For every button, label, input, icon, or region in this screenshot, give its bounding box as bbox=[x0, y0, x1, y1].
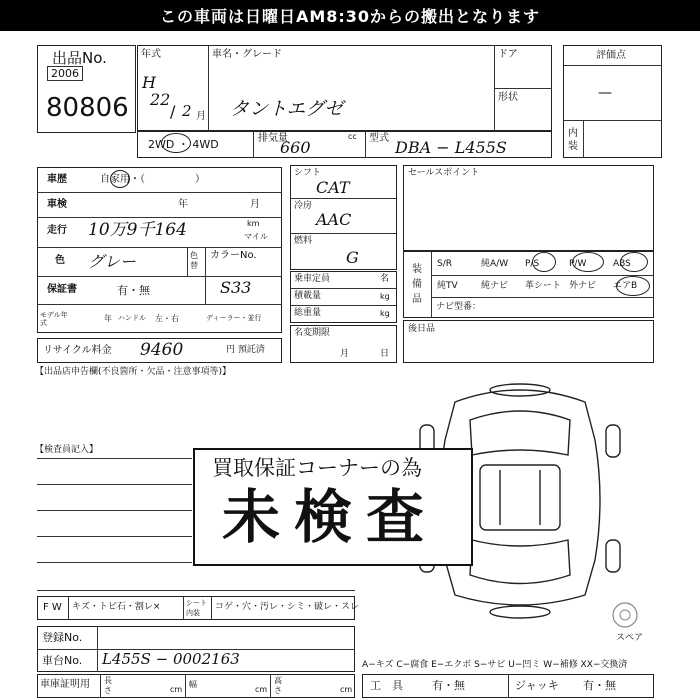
garage-height: 高さ bbox=[274, 676, 282, 695]
name-change-day: 日 bbox=[380, 349, 390, 359]
equipment-item: P/S bbox=[525, 259, 540, 269]
month-unit: 月 bbox=[196, 111, 206, 122]
color-value: グレー bbox=[88, 252, 137, 271]
warranty-value: 有・無 bbox=[117, 284, 150, 297]
color-change-label: 色替 bbox=[190, 251, 198, 270]
load-unit: kg bbox=[380, 292, 390, 301]
history-label: 車歴 bbox=[47, 174, 67, 185]
after-install-label: 後日品 bbox=[408, 324, 436, 334]
name-label: 車名・グレード bbox=[212, 49, 282, 60]
fw-items: キズ・トビ石・割レ× bbox=[72, 602, 161, 612]
capacity-unit: 名 bbox=[380, 274, 390, 284]
displacement-value: 660 bbox=[280, 138, 311, 157]
seat-label: シート内装 bbox=[186, 599, 207, 617]
year-label: 年式 bbox=[141, 49, 161, 60]
recycle-unit: 円 預託済 bbox=[226, 345, 265, 355]
handle-label: ハンドル bbox=[118, 314, 146, 322]
displacement-label: 排気量 bbox=[258, 133, 288, 144]
registration-label: 登録No. bbox=[42, 631, 83, 644]
history-value: 自家用・（ ） bbox=[100, 174, 205, 185]
model-year-label: モデル年式 bbox=[40, 311, 68, 327]
shift-label: シフト bbox=[294, 168, 322, 178]
rating-value: — bbox=[598, 85, 612, 101]
fuel-value: G bbox=[346, 248, 359, 267]
drive-type: 2WD ・ 4WD bbox=[148, 138, 219, 151]
banner: この車両は日曜日AM8:30からの搬出となります bbox=[0, 0, 700, 31]
jack-label: ジャッキ bbox=[515, 679, 559, 692]
fw-label: F W bbox=[43, 602, 62, 613]
km-unit: km bbox=[247, 219, 260, 228]
equipment-label: 装備品 bbox=[412, 264, 422, 305]
ac-value: AAC bbox=[316, 210, 352, 229]
interior-label: 内装 bbox=[568, 128, 578, 152]
cc-unit: cc bbox=[348, 132, 357, 141]
chassis-label: 車台No. bbox=[42, 654, 83, 667]
inspection-month: 月 bbox=[250, 199, 260, 210]
recycle-value: 9460 bbox=[140, 340, 184, 360]
tools-value: 有・無 bbox=[432, 679, 465, 692]
jack-value: 有・無 bbox=[583, 679, 616, 692]
lot-year-box: 2006 bbox=[47, 66, 83, 81]
inspector-label: 【検査員記入】 bbox=[35, 445, 99, 455]
color-label: 色 bbox=[55, 255, 65, 266]
model-value: DBA − L455S bbox=[395, 138, 507, 157]
garage-cm-1: cm bbox=[170, 685, 183, 694]
dealer-label: ディーラー・並行 bbox=[206, 314, 262, 322]
after-install-box bbox=[403, 320, 654, 363]
color-no-value: S33 bbox=[220, 278, 252, 297]
garage-length: 長さ bbox=[104, 676, 112, 695]
weight-unit: kg bbox=[380, 309, 390, 318]
stamp-line2: 未検査 bbox=[222, 483, 439, 551]
model-year-unit: 年 bbox=[104, 314, 112, 323]
weight-label: 総重量 bbox=[294, 308, 322, 318]
load-label: 積載量 bbox=[294, 291, 322, 301]
recycle-label: リサイクル料金 bbox=[43, 345, 112, 356]
ps-circle bbox=[532, 252, 556, 272]
warranty-label: 保証書 bbox=[47, 284, 77, 295]
year-era: H bbox=[142, 73, 156, 92]
equipment-item: 外ナビ bbox=[569, 281, 597, 291]
shift-value: CAT bbox=[316, 178, 350, 197]
garage-cm-3: cm bbox=[340, 685, 353, 694]
name-change-month: 月 bbox=[340, 349, 350, 359]
year-num: 22 bbox=[150, 90, 171, 109]
mile-unit: マイル bbox=[244, 232, 268, 241]
mileage-label: 走行 bbox=[47, 225, 67, 236]
stamp-line1: 買取保証コーナーの為 bbox=[212, 456, 422, 480]
name-change-label: 名変期限 bbox=[294, 328, 331, 338]
equipment-item: ABS bbox=[613, 259, 631, 269]
inspection-label: 車検 bbox=[47, 199, 67, 210]
damage-legend: A−キズ C−腐食 E−エクボ S−サビ U−凹ミ W−補修 XX−交換済 bbox=[362, 660, 628, 670]
private-use-circle bbox=[110, 170, 130, 188]
equipment-item: P/W bbox=[569, 259, 587, 269]
lot-label: 出品No. bbox=[52, 49, 107, 67]
capacity-label: 乗車定員 bbox=[294, 274, 331, 284]
nav-model-label: ナビ型番： bbox=[436, 302, 482, 312]
sales-label: セールスポイント bbox=[408, 168, 480, 178]
model-label: 型式 bbox=[369, 133, 389, 144]
airbag-circle bbox=[616, 276, 650, 296]
seat-items: コゲ・穴・汚レ・シミ・破レ・スレ bbox=[215, 602, 360, 612]
chassis-value: L455S − 0002163 bbox=[102, 650, 240, 668]
month-num: 2 bbox=[182, 102, 192, 120]
abs-circle bbox=[620, 252, 648, 272]
mileage-value: 10万9千164 bbox=[88, 220, 187, 240]
name-value: タントエグゼ bbox=[230, 98, 344, 120]
notes-label: 【出品店申告欄(不良箇所・欠品・注意事項等)】 bbox=[35, 367, 232, 377]
handle-value: 左・右 bbox=[155, 314, 179, 323]
equipment-item: 純A/W bbox=[481, 259, 509, 269]
lot-number: 80806 bbox=[46, 93, 129, 123]
equipment-item: エアB bbox=[613, 281, 638, 291]
door-label: ドア bbox=[498, 49, 518, 60]
ac-label: 冷房 bbox=[294, 201, 313, 211]
garage-cm-2: cm bbox=[255, 685, 268, 694]
rating-label: 評価点 bbox=[596, 50, 626, 61]
fuel-label: 燃料 bbox=[294, 236, 313, 246]
equipment-item: S/R bbox=[437, 259, 452, 269]
equipment-item: 純TV bbox=[437, 281, 458, 291]
inspection-year: 年 bbox=[178, 199, 188, 210]
pw-circle bbox=[572, 252, 604, 272]
equipment-item: 革シート bbox=[525, 281, 562, 291]
drive-circle bbox=[161, 133, 191, 153]
spare-label: スペア bbox=[616, 633, 644, 643]
garage-width: 幅 bbox=[189, 680, 197, 689]
garage-label: 車庫証明用 bbox=[40, 679, 90, 690]
equipment-item: 純ナビ bbox=[481, 281, 509, 291]
shape-label: 形状 bbox=[498, 92, 518, 103]
color-no-label: カラーNo. bbox=[210, 250, 257, 261]
tools-label: 工 具 bbox=[370, 679, 403, 692]
